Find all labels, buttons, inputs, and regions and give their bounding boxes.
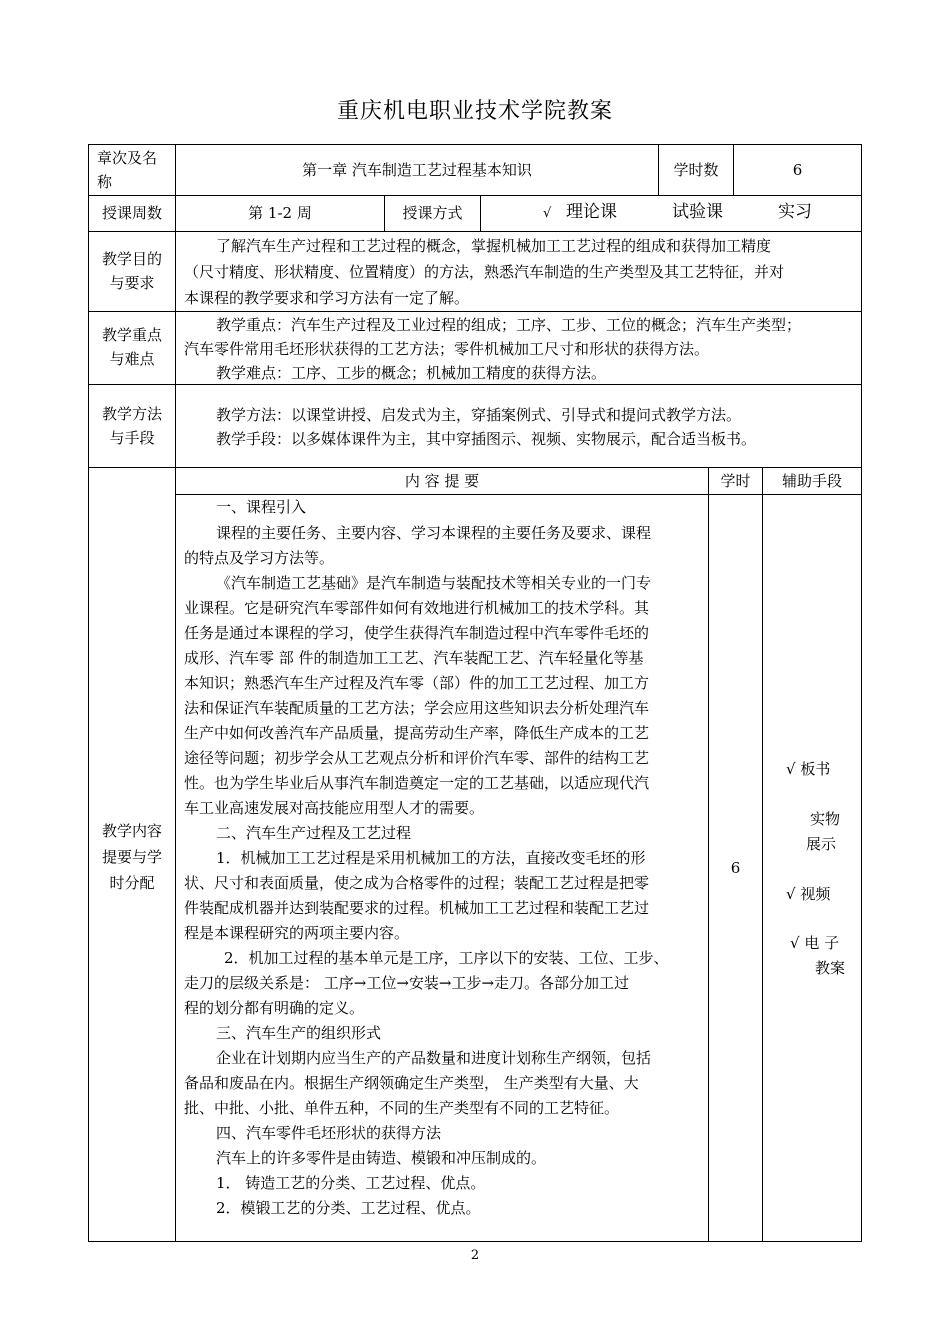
key-points-line: 教学难点：工序、工步的概念；机械加工精度的获得方法。 [216,364,607,382]
content-line: 汽车上的许多零件是由铸造、模锻和冲压制成的。 [216,1149,547,1167]
mode-lab: 试验课 [672,202,723,222]
aid-blackboard: √ 板书 [786,760,831,778]
table-border-bottom [88,1241,861,1242]
row-divider [88,467,861,468]
objectives-line: 了解汽车生产过程和工艺过程的概念，掌握机械加工工艺过程的组成和获得加工精度 [216,237,772,255]
chapter-name: 第一章 汽车制造工艺过程基本知识 [302,161,532,179]
content-line: 课程的主要任务、主要内容、学习本课程的主要任务及要求、课程 [216,524,652,542]
objectives-label: 教学目的与要求 [101,250,162,292]
content-line: 性。也为学生毕业后从事汽车制造奠定一定的工艺基础，以适应现代汽 [184,774,650,792]
content-line: 批、中批、小批、单件五种，不同的生产类型有不同的工艺特征。 [184,1099,620,1117]
objectives-line: （尺寸精度、形状精度、位置精度）的方法，熟悉汽车制造的生产类型及其工艺特征，并对 [184,263,785,281]
content-line: 走刀的层级关系是： 工序→工位→安装→工步→走刀。各部分加工过 [184,974,630,992]
table-border-right [861,144,862,1242]
aids-header: 辅助手段 [781,472,842,490]
content-line: 一、课程引入 [216,498,307,516]
content-line: 企业在计划期内应当生产的产品数量和进度计划称生产纲领，包括 [216,1049,652,1067]
aid-video: √ 视频 [786,885,831,903]
content-line: 《汽车制造工艺基础》是汽车制造与装配技术等相关专业的一门专 [216,574,652,592]
content-line: 本知识；熟悉汽车生产过程及汽车零（部）件的加工工艺过程、加工方 [184,674,650,692]
mode-practice: 实习 [778,202,812,222]
objectives-line: 本课程的教学要求和学习方法有一定了解。 [184,289,470,307]
content-line: 业课程。它是研究汽车零部件如何有效地进行机械加工的技术学科。其 [184,599,650,617]
content-line: 程的划分都有明确的定义。 [184,999,365,1017]
key-points-line: 汽车零件常用毛坯形状获得的工艺方法；零件机械加工尺寸和形状的获得方法。 [184,340,710,358]
content-line: 成形、汽车零 部 件的制造加工工艺、汽车装配工艺、汽车轻量化等基 [184,649,644,667]
content-line: 三、汽车生产的组织形式 [216,1024,382,1042]
content-line: 程是本课程研究的两项主要内容。 [184,924,410,942]
methods-label: 教学方法与手段 [101,405,162,447]
col-divider [762,467,763,1242]
content-line: 车工业高速发展对高技能应用型人才的需要。 [184,799,485,817]
content-line: 生产中如何改善汽车产品质量，提高劳动生产率，降低生产成本的工艺 [184,724,650,742]
content-line: 2．模锻工艺的分类、工艺过程、优点。 [216,1199,481,1217]
page-number: 2 [470,1248,480,1263]
content-line: 法和保证汽车装配质量的工艺方法；学会应用这些知识去分析处理汽车 [184,699,650,717]
content-line: 1．机械加工工艺过程是采用机械加工的方法，直接改变毛坯的形 [216,849,646,867]
key-points-label: 教学重点与难点 [101,326,162,368]
aid-electronic-2: 教案 [815,959,846,977]
content-line: 四、汽车零件毛坯形状的获得方法 [216,1124,442,1142]
content-header: 内 容 提 要 [404,472,480,490]
row-divider [88,231,861,232]
weeks-value: 第 1-2 周 [248,204,312,222]
row-divider [88,195,861,196]
methods-line: 教学方法：以课堂讲授、启发式为主，穿插案例式、引导式和提问式教学方法。 [216,406,742,424]
aid-physical-2: 展示 [806,835,837,853]
content-line: 状、尺寸和表面质量，使之成为合格零件的过程；装配工艺过程是把零 [184,874,650,892]
content-line: 1． 铸造工艺的分类、工艺过程、优点。 [216,1174,486,1192]
content-hours-value: 6 [730,859,741,877]
content-line: 2．机加工过程的基本单元是工序，工序以下的安装、工位、工步、 [224,949,669,967]
methods-line: 教学手段：以多媒体课件为主，其中穿插图示、视频、实物展示，配合适当板书。 [216,430,757,448]
table-border-top [88,144,861,145]
col-divider [708,467,709,1242]
aid-physical: 实物 [810,810,841,828]
label-column-divider [175,144,176,1242]
content-line: 备品和废品在内。根据生产纲领确定生产类型， 生产类型有大量、大 [184,1074,639,1092]
hours-label: 学时数 [673,161,719,179]
chapter-label: 章次及名称 [97,149,158,191]
content-line: 二、汽车生产过程及工艺过程 [216,824,412,842]
content-line: 件装配成机器并达到装配要求的过程。机械加工工艺过程和装配工艺过 [184,899,650,917]
content-line: 任务是通过本课程的学习，使学生获得汽车制造过程中汽车零件毛坯的 [184,624,650,642]
content-line: 的特点及学习方法等。 [184,549,335,567]
hours-header: 学时 [720,472,751,490]
table-border-left [88,144,89,1242]
content-line: 途径等问题；初步学会从工艺观点分析和评价汽车零、部件的结构工艺 [184,749,650,767]
check-mark: √ [543,206,552,221]
hours-value: 6 [792,161,803,179]
weeks-label: 授课周数 [101,204,162,222]
aid-electronic: √ 电 子 [790,934,840,952]
mode-theory: 理论课 [566,202,617,222]
col-divider [480,195,481,231]
content-summary-label: 教学内容提要与学时分配 [101,822,162,892]
page-title: 重庆机电职业技术学院教案 [336,99,613,124]
mode-label: 授课方式 [402,204,463,222]
key-points-line: 教学重点：汽车生产过程及工业过程的组成；工序、工步、工位的概念；汽车生产类型； [216,316,802,334]
